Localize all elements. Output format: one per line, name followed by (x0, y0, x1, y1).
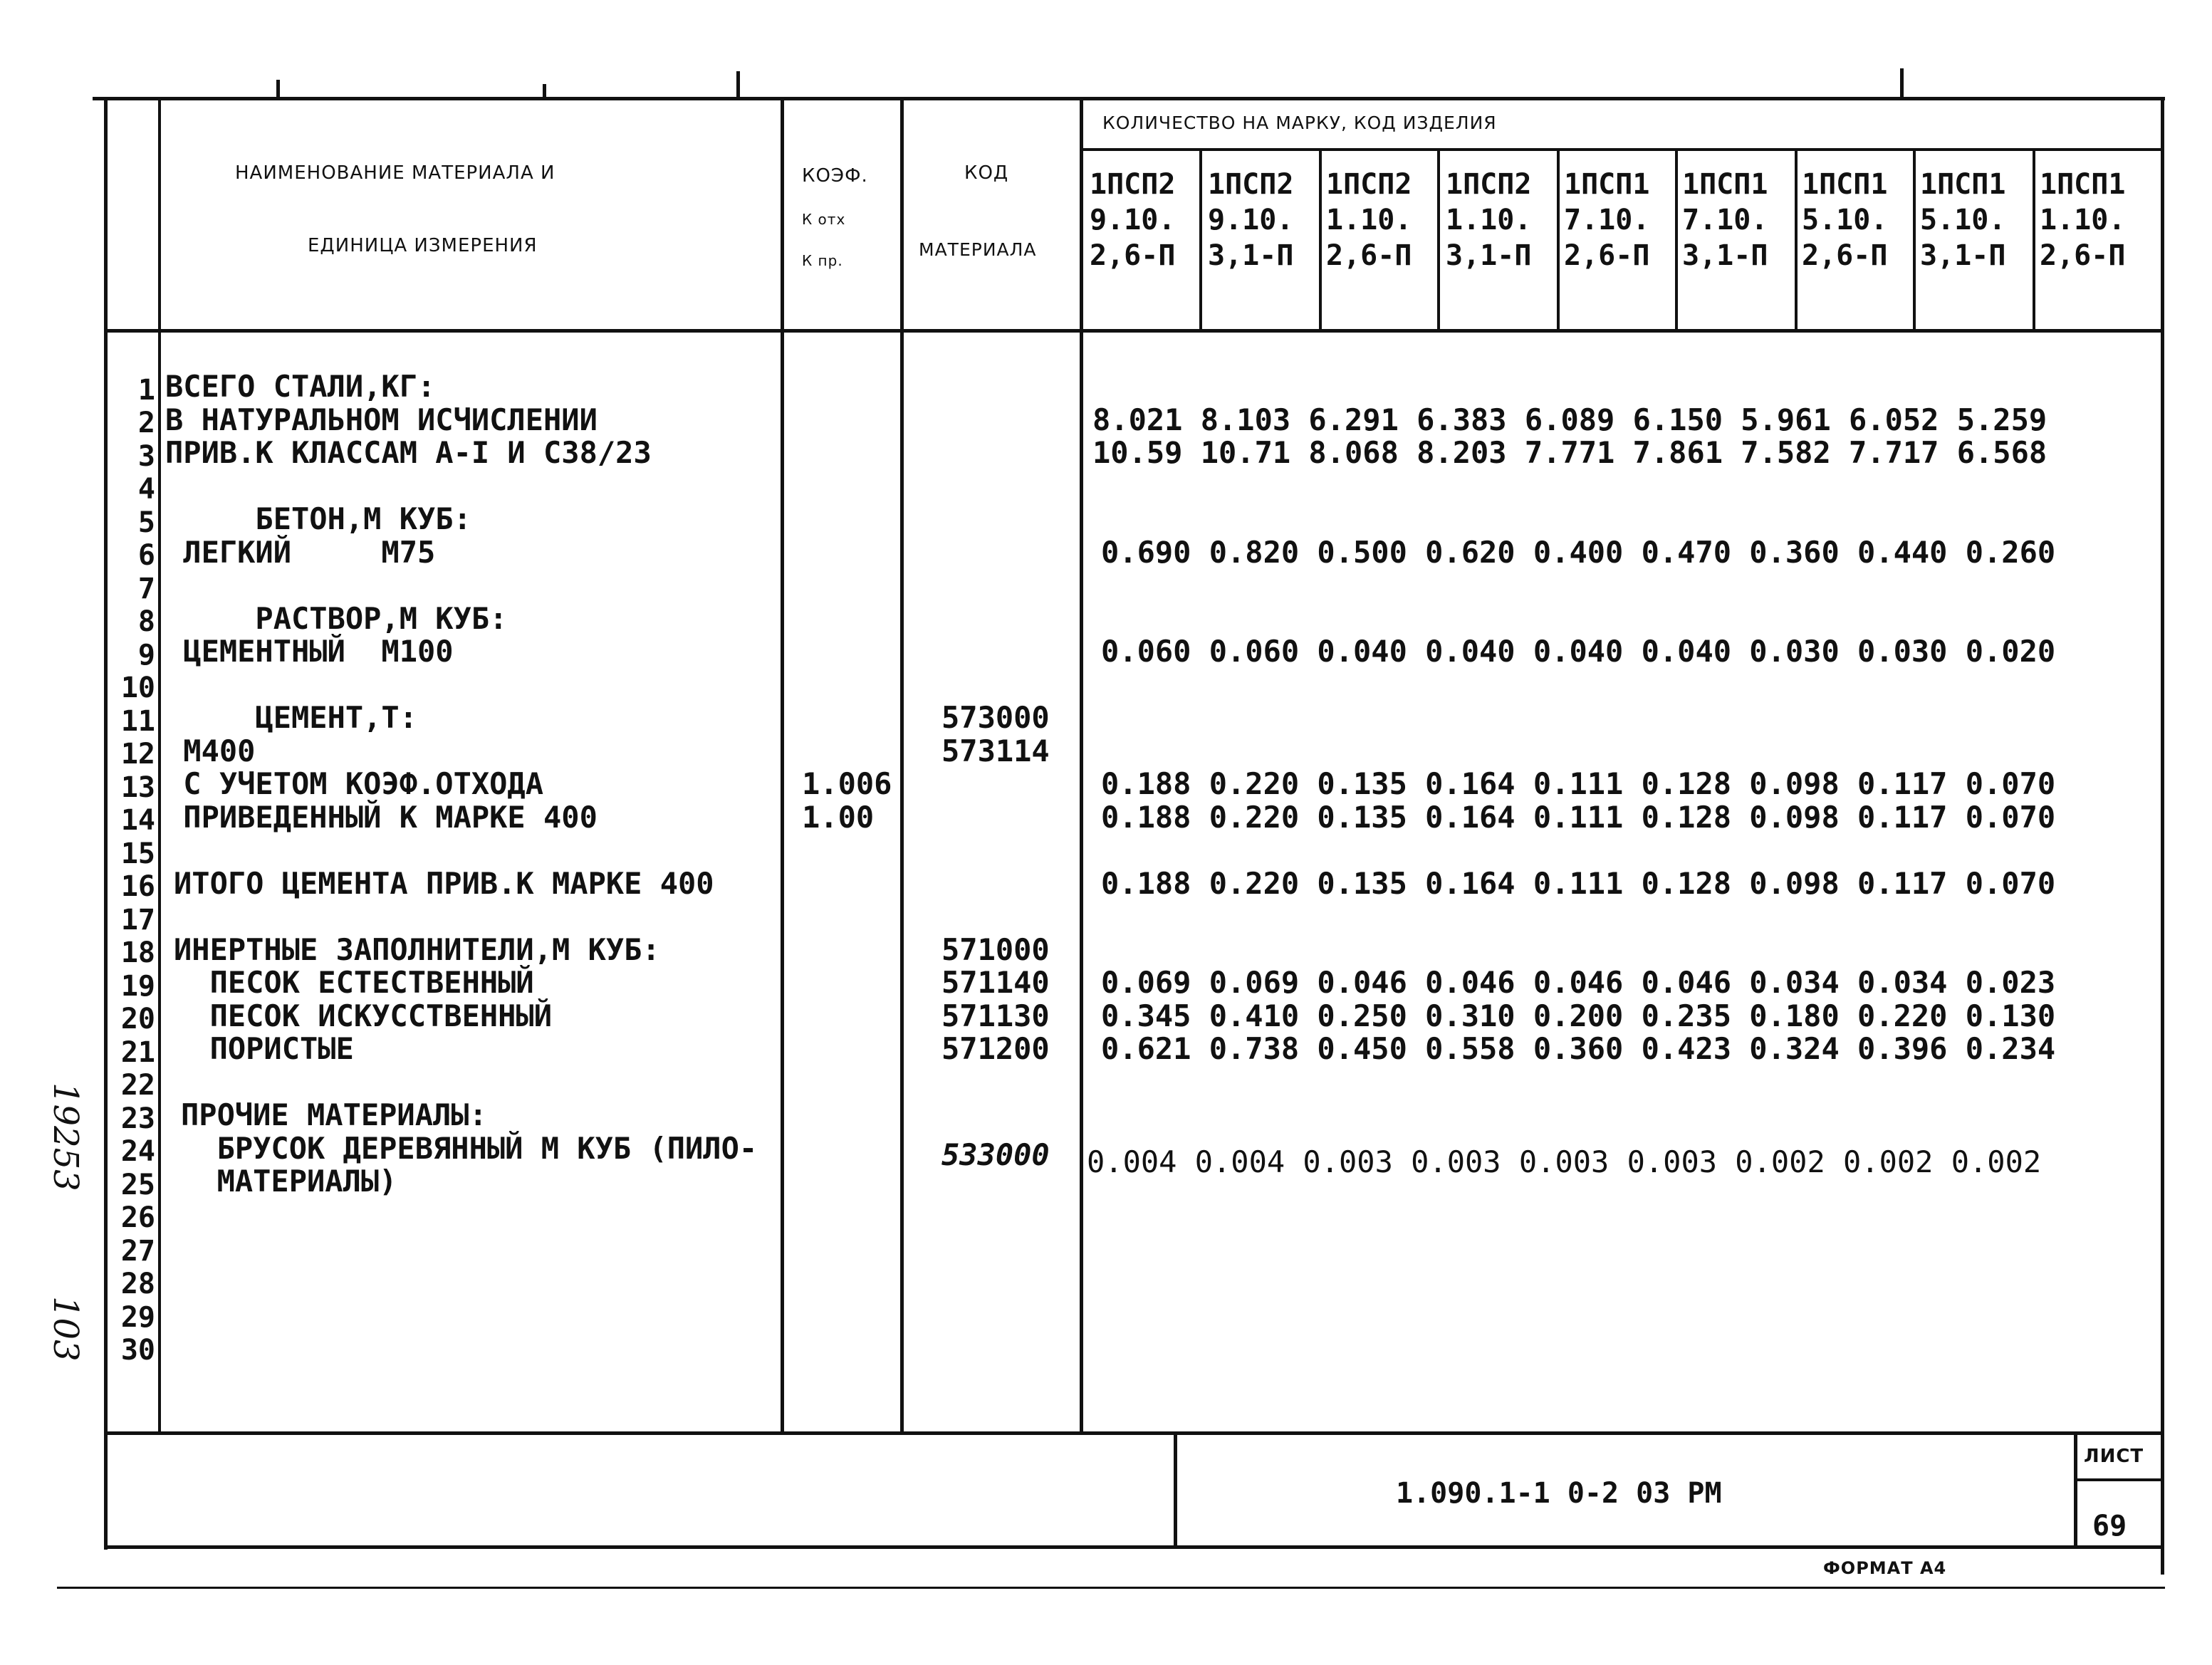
material-name: В НАТУРАЛЬНОМ ИСЧИСЛЕНИИ (165, 402, 598, 437)
row-number: 18 (120, 936, 155, 969)
top-tick (1900, 68, 1904, 98)
row-number: 21 (120, 1036, 155, 1069)
row-number: 1 (137, 374, 155, 407)
material-name-header-line2: ЕДИНИЦА ИЗМЕРЕНИЯ (308, 235, 538, 256)
row-number: 16 (120, 870, 155, 903)
document-code: 1.090.1-1 0-2 03 РМ (1396, 1477, 1722, 1510)
product-header: 1ПСП2 9.10. 2,6-П (1090, 168, 1176, 272)
row-number: 25 (120, 1169, 155, 1201)
material-name: С УЧЕТОМ КОЭФ.ОТХОДА (165, 766, 544, 801)
sheet-number: 69 (2092, 1510, 2127, 1543)
material-code: 571200 (941, 1031, 1050, 1066)
header-bottom-line (104, 329, 2164, 333)
material-name: ВСЕГО СТАЛИ,КГ: (165, 369, 436, 404)
quantity-header: КОЛИЧЕСТВО НА МАРКУ, КОД ИЗДЕЛИЯ (1102, 113, 1497, 133)
row-number: 13 (120, 771, 155, 804)
top-tick (736, 71, 740, 98)
product-header: 1ПСП2 9.10. 3,1-П (1208, 168, 1294, 272)
quantity-values: 0.621 0.738 0.450 0.558 0.360 0.423 0.324 0.396 0.234 (1101, 1031, 2056, 1066)
quantity-values: 10.59 10.71 8.068 8.203 7.771 7.861 7.582 7.717 6.568 (1092, 435, 2047, 470)
row-number: 19 (120, 970, 155, 1003)
material-name: ЦЕМЕНТНЫЙ М100 (165, 634, 454, 669)
material-name: ПЕСОК ЕСТЕСТВЕННЫЙ (174, 965, 534, 1000)
coef-header-line1: КОЭФ. (802, 165, 868, 187)
col-sep-rownum (158, 97, 161, 1433)
material-name: ПРИВЕДЕННЫЙ К МАРКЕ 400 (165, 800, 598, 835)
row-number: 9 (137, 639, 155, 672)
row-number: 26 (120, 1201, 155, 1234)
material-name: ПОРИСТЫЕ (174, 1031, 354, 1066)
product-header: 1ПСП1 5.10. 3,1-П (1920, 168, 2006, 272)
material-name: ПРОЧИЕ МАТЕРИАЛЫ: (181, 1097, 487, 1132)
col-sep-name (781, 97, 784, 1433)
material-code: 571000 (941, 932, 1050, 967)
page-bottom-rule (57, 1587, 2165, 1589)
coef-value: 1.00 (802, 800, 875, 835)
product-header: 1ПСП1 7.10. 2,6-П (1564, 168, 1650, 272)
row-number: 23 (120, 1102, 155, 1135)
row-number: 30 (120, 1334, 155, 1367)
coef-header-line3: К пр. (802, 252, 843, 269)
row-number: 10 (120, 672, 155, 704)
sheet-box-left (2074, 1431, 2077, 1549)
top-tick (543, 84, 546, 98)
material-name: ИНЕРТНЫЕ ЗАПОЛНИТЕЛИ,М КУБ: (174, 932, 660, 967)
quantity-values: 0.690 0.820 0.500 0.620 0.400 0.470 0.360 0.440 0.260 (1101, 535, 2056, 570)
format-label: ФОРМАТ А4 (1823, 1558, 1947, 1578)
product-header: 1ПСП1 1.10. 2,6-П (2040, 168, 2126, 272)
code-header-line2: МАТЕРИАЛА (919, 239, 1037, 260)
product-header: 1ПСП1 7.10. 3,1-П (1682, 168, 1768, 272)
prod-sep (1913, 148, 1916, 330)
col-sep-coef (900, 97, 904, 1433)
quantity-values: 0.345 0.410 0.250 0.310 0.200 0.235 0.180 0.220 0.130 (1101, 998, 2056, 1033)
top-tick (276, 80, 280, 98)
frame-right-line (2161, 97, 2164, 1575)
material-name: ЦЕМЕНТ,Т: (165, 700, 418, 735)
stamp-divider (1174, 1431, 1177, 1549)
row-number: 11 (120, 705, 155, 738)
material-code: 571140 (941, 965, 1050, 1000)
material-name: РАСТВОР,М КУБ: (165, 601, 508, 636)
material-code: 573114 (941, 734, 1050, 768)
material-code: 573000 (941, 700, 1050, 735)
row-number: 12 (120, 738, 155, 771)
quantity-values: 0.004 0.004 0.003 0.003 0.003 0.003 0.002 0.002 0.002 (1087, 1144, 2042, 1179)
prod-sep (1795, 148, 1798, 330)
stamp-top-line (104, 1431, 2164, 1435)
quantity-values: 0.069 0.069 0.046 0.046 0.046 0.046 0.034 0.034 0.023 (1101, 965, 2056, 1000)
quantity-values: 8.021 8.103 6.291 6.383 6.089 6.150 5.961 6.052 5.259 (1092, 402, 2047, 437)
quantity-values: 0.188 0.220 0.135 0.164 0.111 0.128 0.098 0.117 0.070 (1101, 800, 2056, 835)
material-name: МАТЕРИАЛЫ) (181, 1164, 397, 1199)
quantity-values: 0.188 0.220 0.135 0.164 0.111 0.128 0.098 0.117 0.070 (1101, 866, 2056, 901)
row-number: 8 (137, 605, 155, 638)
material-name: М400 (165, 734, 256, 768)
product-header: 1ПСП2 1.10. 3,1-П (1446, 168, 1532, 272)
row-number: 24 (120, 1135, 155, 1168)
quantity-values: 0.060 0.060 0.040 0.040 0.040 0.040 0.030 0.030 0.020 (1101, 634, 2056, 669)
sheet-box-mid (2074, 1478, 2164, 1481)
coef-header-line2: К отх (802, 211, 846, 228)
prod-sep (1675, 148, 1678, 330)
row-number: 7 (137, 573, 155, 605)
row-number: 27 (120, 1235, 155, 1268)
qty-label-line (1080, 148, 2164, 151)
row-number: 2 (137, 407, 155, 439)
row-number: 28 (120, 1268, 155, 1300)
row-number: 15 (120, 837, 155, 870)
coef-value: 1.006 (802, 766, 892, 801)
prod-sep (1557, 148, 1560, 330)
code-header-line1: КОД (964, 162, 1009, 184)
material-name: БЕТОН,М КУБ: (165, 501, 471, 536)
material-name: БРУСОК ДЕРЕВЯННЫЙ М КУБ (ПИЛО- (181, 1131, 758, 1166)
page-number-handwritten: 103 (46, 1296, 85, 1362)
material-name-header-line1: НАИМЕНОВАНИЕ МАТЕРИАЛА И (235, 162, 555, 184)
material-name: ИТОГО ЦЕМЕНТА ПРИВ.К МАРКЕ 400 (174, 866, 714, 901)
frame-bottom-line (104, 1545, 2164, 1549)
prod-sep (1437, 148, 1440, 330)
row-number: 22 (120, 1069, 155, 1102)
row-number: 29 (120, 1301, 155, 1334)
row-number: 4 (137, 473, 155, 506)
quantity-values: 0.188 0.220 0.135 0.164 0.111 0.128 0.098 0.117 0.070 (1101, 766, 2056, 801)
prod-sep (1319, 148, 1322, 330)
material-name: ПРИВ.К КЛАССАМ А-I И С38/23 (165, 435, 652, 470)
prod-sep (1199, 148, 1202, 330)
row-number: 6 (137, 539, 155, 572)
row-number: 3 (137, 440, 155, 473)
prod-sep (2033, 148, 2035, 330)
material-code: 571130 (941, 998, 1050, 1033)
row-number: 5 (137, 506, 155, 539)
sheet-label: ЛИСТ (2084, 1446, 2144, 1467)
material-name: ПЕСОК ИСКУССТВЕННЫЙ (174, 998, 553, 1033)
col-sep-code (1080, 97, 1083, 1433)
product-header: 1ПСП1 5.10. 2,6-П (1802, 168, 1888, 272)
frame-top-line (93, 97, 2165, 100)
row-number: 17 (120, 904, 155, 936)
material-code: 533000 (941, 1137, 1050, 1172)
material-name: ЛЕГКИЙ М75 (165, 535, 436, 570)
product-header: 1ПСП2 1.10. 2,6-П (1326, 168, 1412, 272)
inventory-number: 19253 (46, 1082, 85, 1191)
row-number: 14 (120, 804, 155, 837)
row-number: 20 (120, 1003, 155, 1035)
